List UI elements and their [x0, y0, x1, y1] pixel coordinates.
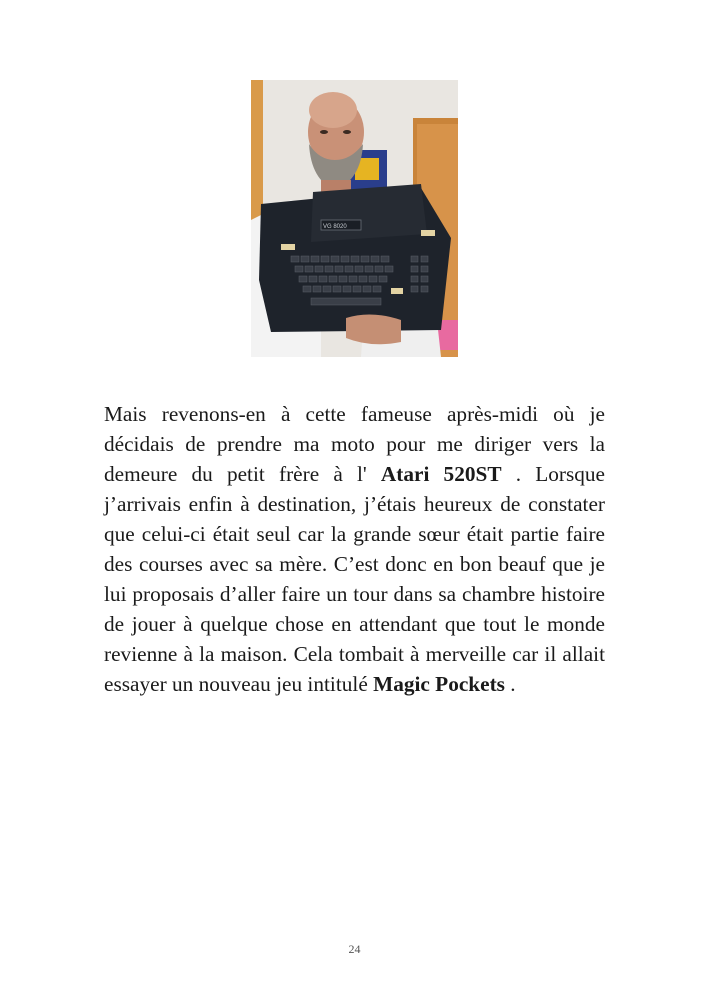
photo-illustration [251, 80, 458, 357]
page-number: 24 [348, 942, 361, 956]
paragraph-text-3: . [504, 672, 516, 696]
paragraph-text-1: Mais revenons-en à cette fameuse après-midi où je décidais de prendre ma moto pour me diriger vers la demeure du petit frère à l' [104, 402, 605, 486]
body-paragraph [104, 399, 605, 699]
paragraph-text-2: . Lorsque j’arrivais enfin à destination, j’étais heureux de constater que celui-ci était seul car la grande sœur était partie faire des courses avec sa mère. C’est donc en bon beauf que je lui proposais d’aller faire un tour dans sa chambre histoire de jouer à quelque chose en attendant que tout le monde revienne à la maison. Cela tombait à merveille car il allait essayer un nouveau jeu intitulé [104, 462, 606, 696]
computer-badge: VG 8020 [323, 224, 347, 230]
game-title-atari: Atari 520ST [380, 462, 502, 486]
photo-man-with-computer [251, 80, 458, 357]
game-title-magic-pockets: Magic Pockets [373, 672, 505, 696]
